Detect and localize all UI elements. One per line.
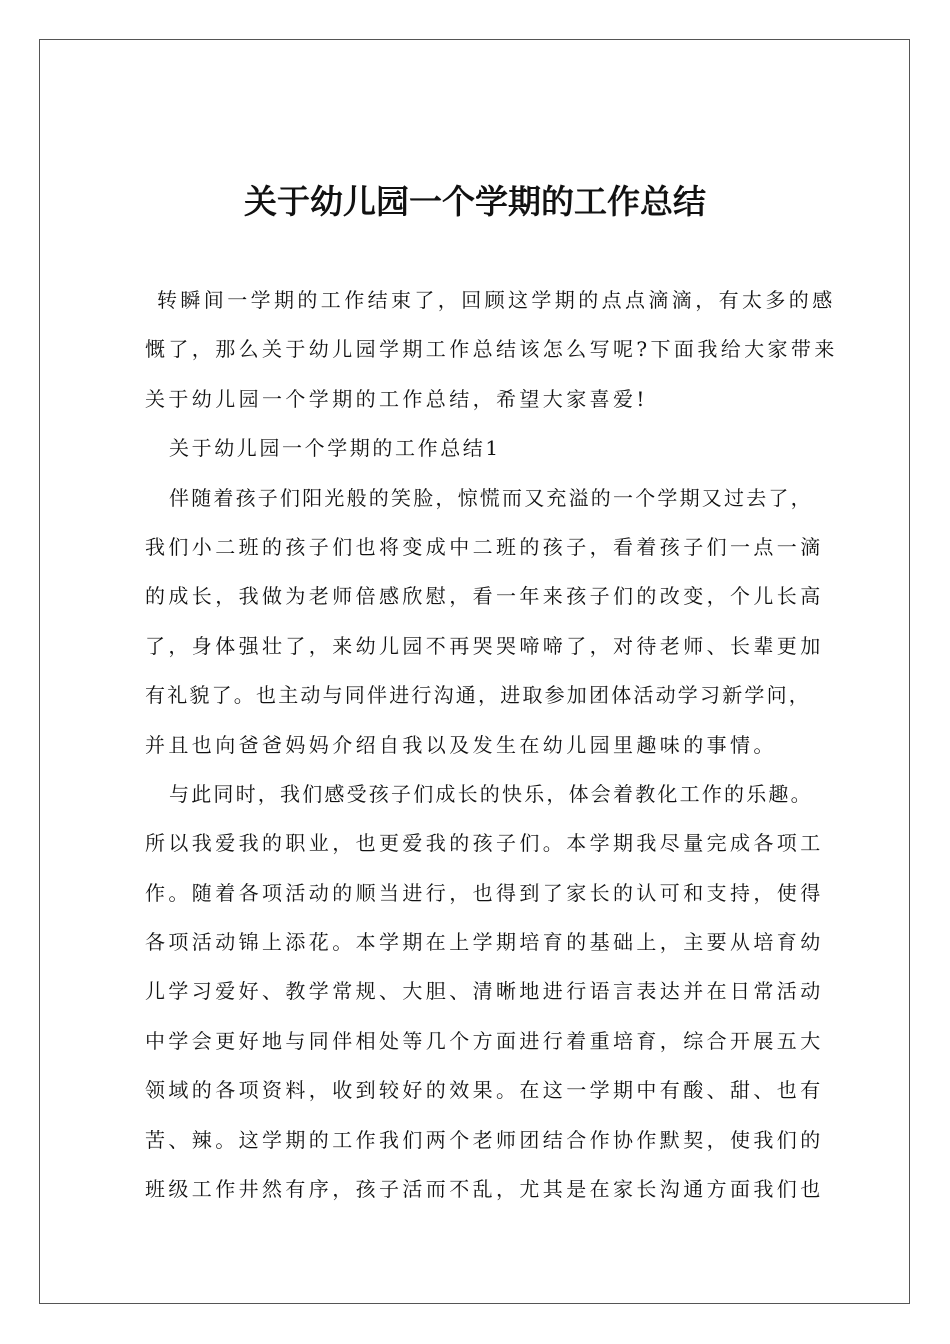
paragraph-line: 有礼貌了。也主动与同伴进行沟通，进取参加团体活动学习新学问， (145, 683, 811, 708)
document-body (145, 276, 838, 1214)
section-heading: 关于幼儿园一个学期的工作总结1 (169, 436, 501, 461)
paragraph-line: 我们小二班的孩子们也将变成中二班的孩子，看着孩子们一点一滴 (145, 534, 824, 559)
paragraph-line: 苦、辣。这学期的工作我们两个老师团结合作协作默契，使我们的 (145, 1127, 824, 1152)
paragraph-line: 中学会更好地与同伴相处等几个方面进行着重培育，综合开展五大 (145, 1028, 824, 1053)
paragraph-line: 各项活动锦上添花。本学期在上学期培育的基础上，主要从培育幼 (145, 930, 824, 955)
paragraph-line: 关于幼儿园一个学期的工作总结，希望大家喜爱! (145, 386, 648, 411)
paragraph-line: 班级工作井然有序，孩子活而不乱，尤其是在家长沟通方面我们也 (145, 1177, 824, 1202)
paragraph-line: 转瞬间一学期的工作结束了，回顾这学期的点点滴滴，有太多的感 (157, 288, 836, 312)
paragraph-line: 所以我爱我的职业，也更爱我的孩子们。本学期我尽量完成各项工 (145, 831, 824, 856)
paragraph-line: 了，身体强壮了，来幼儿园不再哭哭啼啼了，对待老师、长辈更加 (145, 633, 824, 658)
paragraph-line: 伴随着孩子们阳光般的笑脸，惊慌而又充溢的一个学期又过去了， (169, 485, 813, 510)
paragraph-line: 作。随着各项活动的顺当进行，也得到了家长的认可和支持，使得 (145, 880, 824, 905)
paragraph-line: 并且也向爸爸妈妈介绍自我以及发生在幼儿园里趣味的事情。 (145, 732, 777, 757)
paragraph-line: 慨了，那么关于幼儿园学期工作总结该怎么写呢?下面我给大家带来 (145, 337, 838, 362)
paragraph-line: 领域的各项资料，收到较好的效果。在这一学期中有酸、甜、也有 (145, 1078, 824, 1103)
paragraph-line: 的成长，我做为老师倍感欣慰，看一年来孩子们的改变，个儿长高 (145, 584, 824, 609)
paragraph-line: 儿学习爱好、教学常规、大胆、清晰地进行语言表达并在日常活动 (145, 979, 824, 1004)
paragraph-line: 与此同时，我们感受孩子们成长的快乐，体会着教化工作的乐趣。 (169, 781, 813, 806)
document-title: 关于幼儿园一个学期的工作总结 (244, 182, 706, 221)
